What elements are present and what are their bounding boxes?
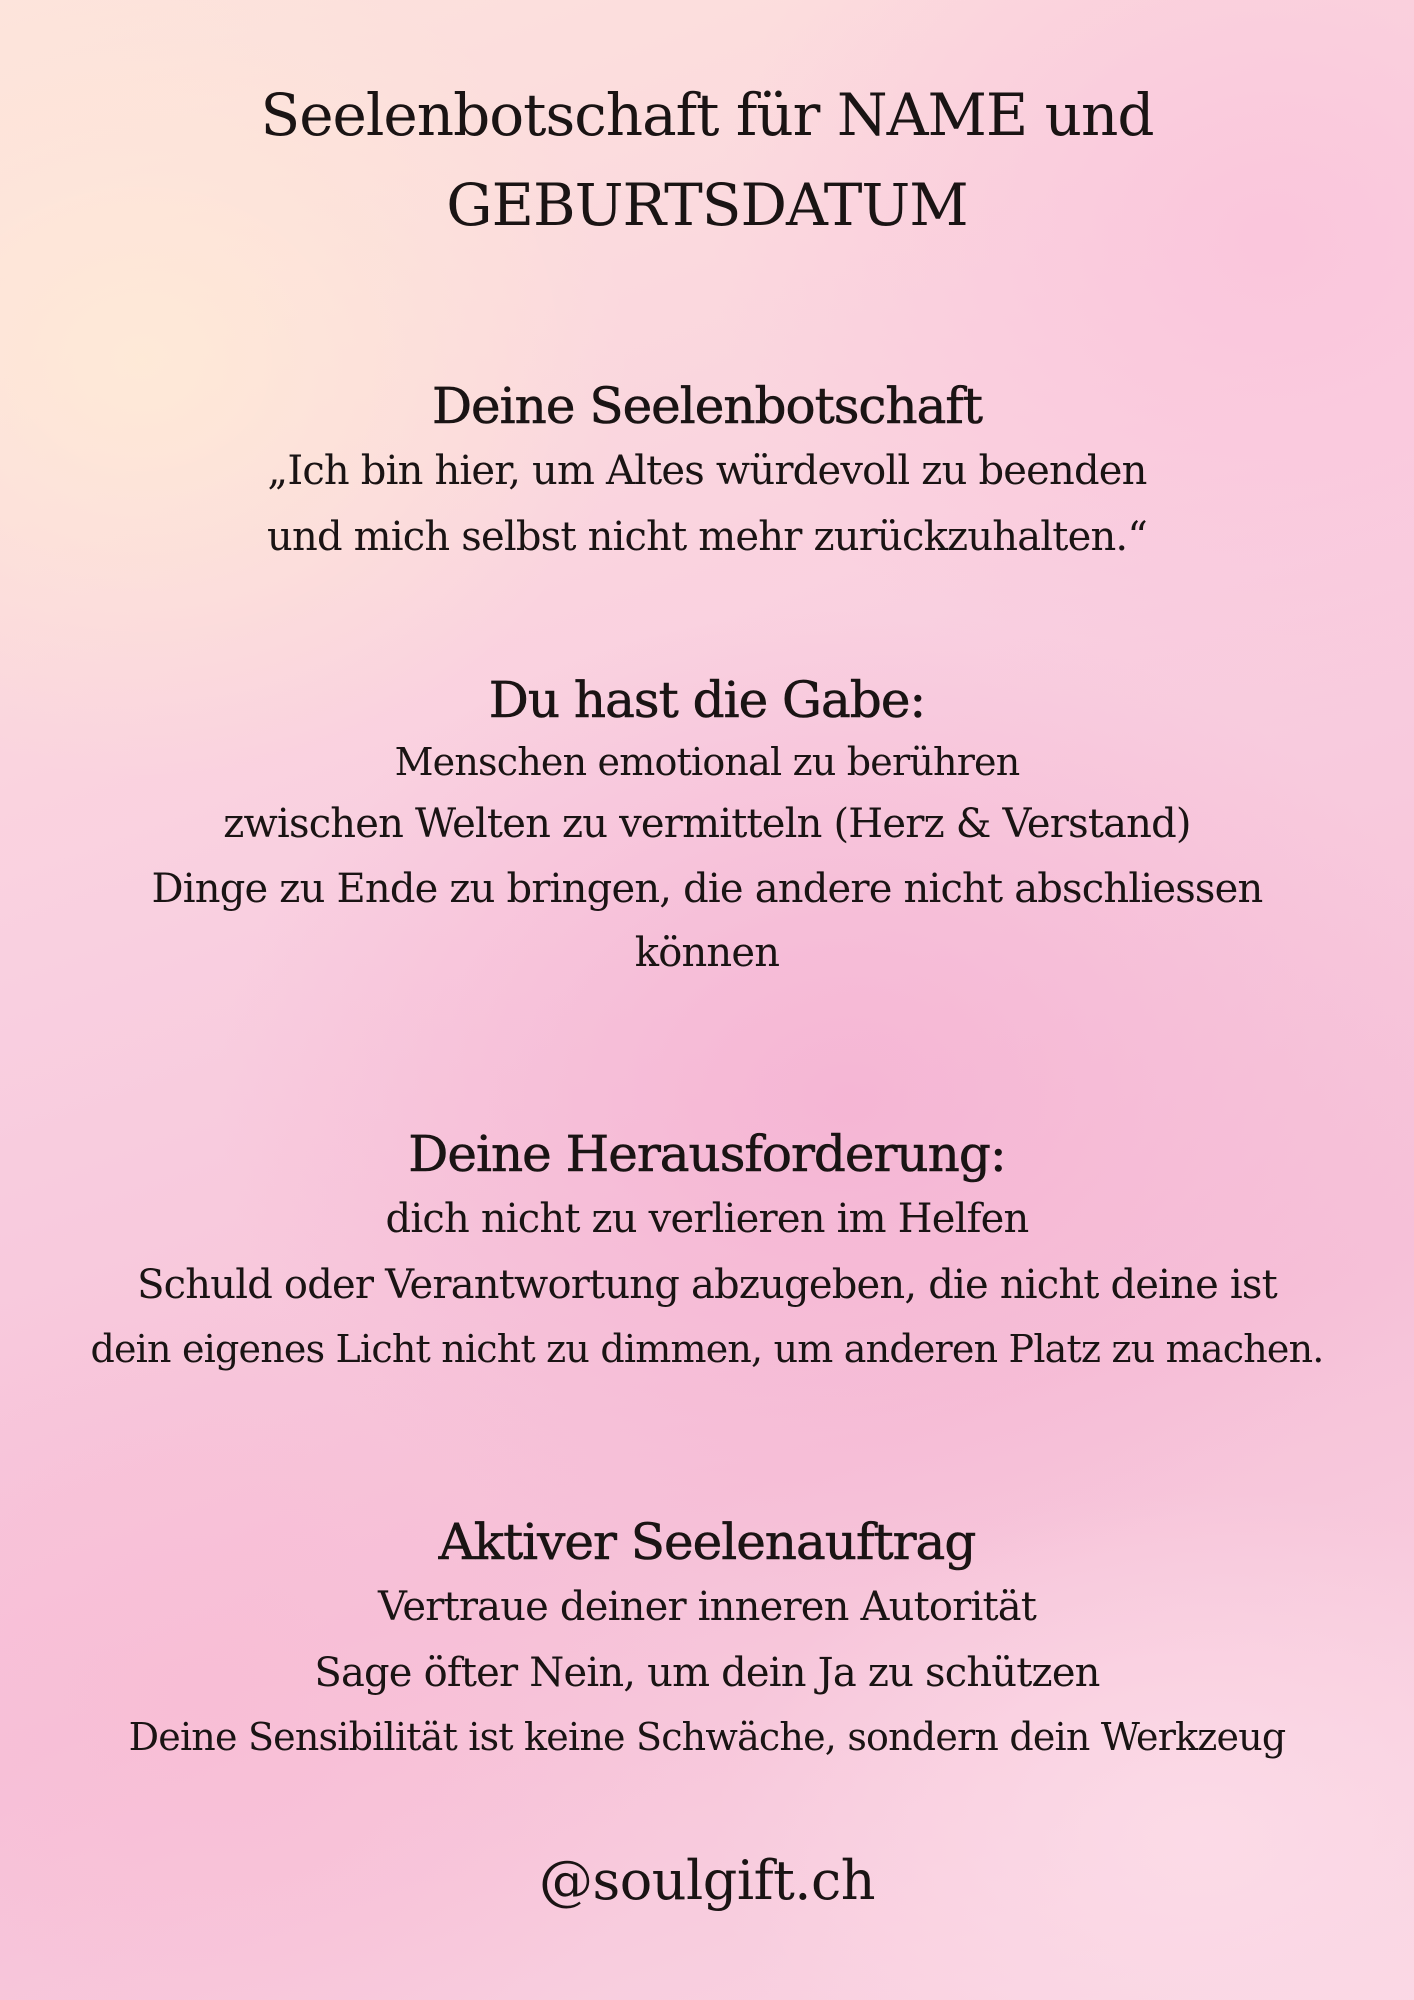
- page-title: [0, 70, 1414, 250]
- section-heading-gabe: Du hast die Gabe:: [488, 671, 926, 729]
- social-handle: @soulgift.ch: [539, 1849, 875, 1912]
- herausforderung-line-3: dein eigenes Licht nicht zu dimmen, um anderen Platz zu machen.: [90, 1327, 1324, 1371]
- page-title-line-2: GEBURTSDATUM: [446, 171, 968, 239]
- herausforderung-line-2: Schuld oder Verantwortung abzugeben, die nicht deine ist: [137, 1262, 1277, 1308]
- gabe-line-3: Dinge zu Ende zu bringen, die andere nicht abschliessen: [151, 866, 1263, 912]
- section-herausforderung: [0, 1122, 1414, 1380]
- section-heading-seelenauftrag: Aktiver Seelenauftrag: [438, 1513, 976, 1571]
- gabe-line-4: können: [634, 930, 780, 976]
- seelenauftrag-line-3: Deine Sensibilität ist keine Schwäche, sondern dein Werkzeug: [128, 1715, 1286, 1759]
- seelenauftrag-line-2: Sage öfter Nein, um dein Ja zu schützen: [314, 1650, 1100, 1696]
- section-gabe: [0, 668, 1414, 984]
- title-block: [0, 70, 1414, 250]
- seelenauftrag-line-1: Vertraue deiner inneren Autorität: [377, 1584, 1037, 1630]
- seelenbotschaft-line-2: und mich selbst nicht mehr zurückzuhalten.“: [267, 514, 1147, 560]
- section-seelenbotschaft: [0, 374, 1414, 570]
- footer: [0, 1846, 1414, 1916]
- gabe-line-1: Menschen emotional zu berühren: [394, 740, 1020, 784]
- gabe-line-2: zwischen Welten zu vermitteln (Herz & Verstand): [223, 801, 1191, 847]
- herausforderung-line-1: dich nicht zu verlieren im Helfen: [385, 1196, 1029, 1242]
- seelenbotschaft-line-1: „Ich bin hier, um Altes würdevoll zu beenden: [267, 448, 1147, 494]
- section-heading-herausforderung: Deine Herausforderung:: [408, 1125, 1006, 1183]
- section-seelenauftrag: [0, 1510, 1414, 1768]
- page-title-line-1: Seelenbotschaft für NAME und: [260, 81, 1154, 149]
- section-heading-seelenbotschaft: Deine Seelenbotschaft: [431, 377, 983, 435]
